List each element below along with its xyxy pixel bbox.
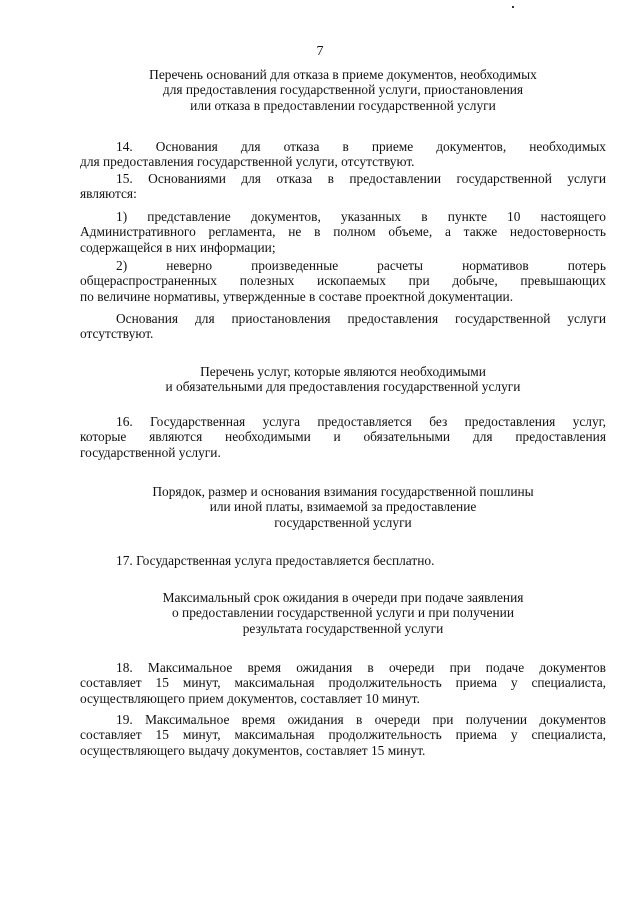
heading-line: или иной платы, взимаемой за предоставление bbox=[209, 499, 477, 515]
paragraph-14 bbox=[80, 139, 606, 170]
heading-line: для предоставления государственной услуги, приостановления bbox=[162, 82, 524, 98]
paragraph-line: государственной услуги. bbox=[80, 444, 221, 460]
paragraph-line: являются: bbox=[80, 186, 137, 202]
paragraph-line: 2) неверно произведенные расчеты нормативов потерь bbox=[116, 258, 606, 273]
paragraph-line: для предоставления государственной услуги, отсутствуют. bbox=[80, 154, 415, 170]
page-number: 7 bbox=[316, 44, 324, 59]
section-heading-fee bbox=[80, 484, 606, 530]
paragraph-line: осуществляющего прием документов, составляет 10 минут. bbox=[80, 690, 420, 706]
paragraph-line: 1) представление документов, указанных в пункте 10 настоящего bbox=[116, 209, 606, 224]
paragraph-line: составляет 15 минут, максимальная продолжительность приема у специалиста, bbox=[80, 675, 606, 691]
paragraph-line: 15. Основаниями для отказа в предоставлении государственной услуги bbox=[116, 171, 606, 186]
paragraph-line: составляет 15 минут, максимальная продолжительность приема у специалиста, bbox=[80, 727, 606, 743]
paragraph-suspension-grounds bbox=[80, 311, 606, 342]
paragraph-line: 16. Государственная услуга предоставляется без предоставления услуг, bbox=[116, 414, 606, 429]
paragraph-line: осуществляющего выдачу документов, составляет 15 минут. bbox=[80, 742, 426, 758]
paragraph-line: Административного регламента, не в полном объеме, а также недостоверность bbox=[80, 224, 606, 240]
heading-line: государственной услуги bbox=[274, 514, 412, 530]
paragraph-15-item-2 bbox=[80, 258, 606, 304]
heading-line: и обязательными для предоставления государственной услуги bbox=[165, 379, 521, 395]
heading-line: результата государственной услуги bbox=[242, 620, 444, 636]
heading-line: Порядок, размер и основания взимания государственной пошлины bbox=[152, 484, 534, 499]
paragraph-line: которые являются необходимыми и обязательными для предоставления bbox=[80, 429, 606, 445]
section-heading-refusal-grounds bbox=[80, 67, 606, 113]
paragraph-19 bbox=[80, 712, 606, 758]
paragraph-line: по величине нормативы, утвержденные в составе проектной документации. bbox=[80, 288, 514, 304]
paragraph-line: 18. Максимальное время ожидания в очереди при подаче документов bbox=[116, 660, 606, 675]
heading-line: о предоставлении государственной услуги и при получении bbox=[172, 605, 514, 621]
heading-line: Максимальный срок ожидания в очереди при подаче заявления bbox=[162, 590, 524, 605]
paragraph-line: Основания для приостановления предоставления государственной услуги bbox=[116, 311, 606, 326]
paragraph-17 bbox=[80, 553, 606, 568]
scan-speck bbox=[512, 6, 514, 8]
paragraph-line: 19. Максимальное время ожидания в очереди при получении документов bbox=[116, 712, 606, 727]
heading-line: или отказа в предоставлении государственной услуги bbox=[190, 97, 496, 113]
paragraph-line: общераспространенных полезных ископаемых при добыче, превышающих bbox=[80, 273, 606, 289]
paragraph-15 bbox=[80, 171, 606, 202]
paragraph-line: 17. Государственная услуга предоставляется бесплатно. bbox=[116, 553, 435, 568]
section-heading-required-services bbox=[80, 364, 606, 395]
paragraph-line: 14. Основания для отказа в приеме документов, необходимых bbox=[116, 139, 606, 154]
paragraph-line: отсутствуют. bbox=[80, 326, 154, 342]
paragraph-line: содержащейся в них информации; bbox=[80, 239, 276, 255]
heading-line: Перечень оснований для отказа в приеме документов, необходимых bbox=[149, 67, 537, 82]
paragraph-15-item-1 bbox=[80, 209, 606, 255]
section-heading-waiting-time bbox=[80, 590, 606, 636]
paragraph-18 bbox=[80, 660, 606, 706]
paragraph-16 bbox=[80, 414, 606, 460]
heading-line: Перечень услуг, которые являются необходимыми bbox=[200, 364, 486, 379]
